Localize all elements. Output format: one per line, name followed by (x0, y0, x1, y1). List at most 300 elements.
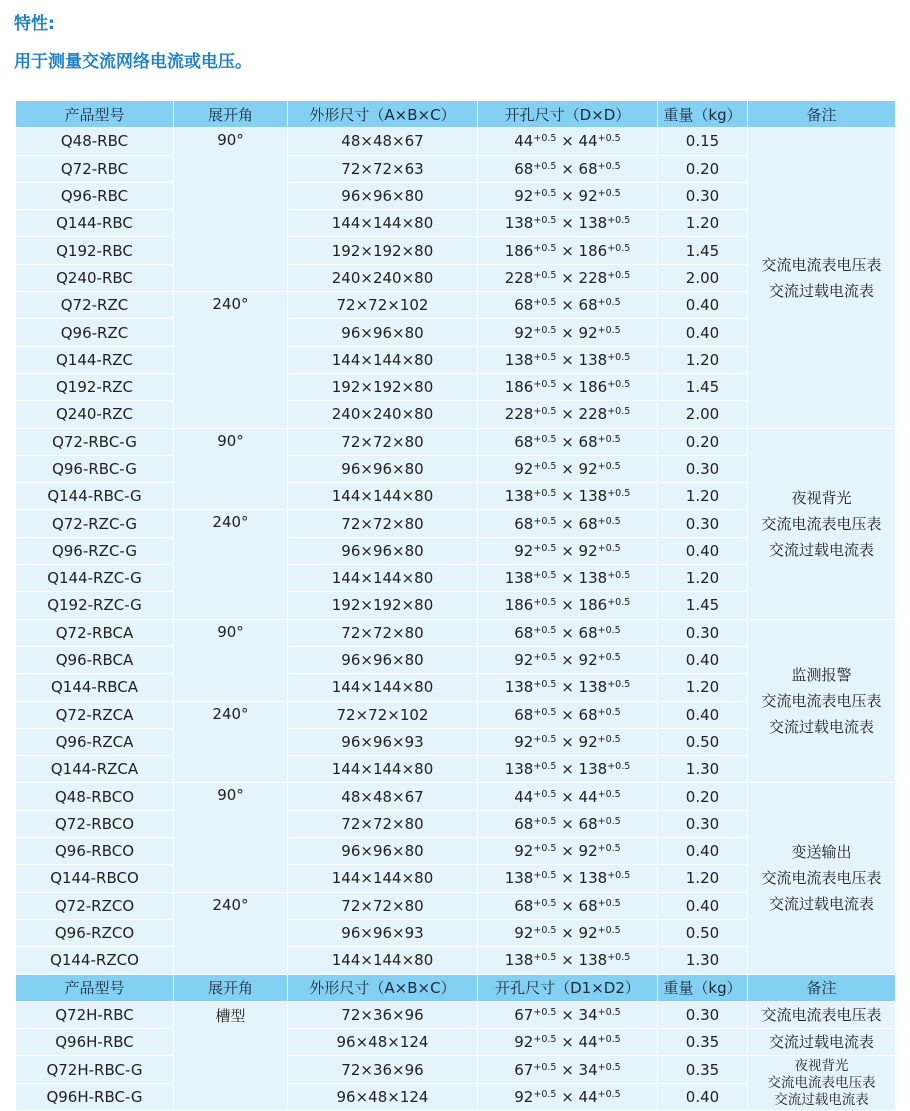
model-header: 产品型号 (16, 101, 174, 128)
times-sign: × (556, 842, 579, 861)
dims-cell: 144×144×80 (288, 210, 478, 237)
cutout-cell (478, 892, 658, 919)
weight-cell: 0.30 (658, 1001, 748, 1028)
remark-header: 备注 (748, 974, 896, 1001)
model-cell: Q96H-RBC-G (16, 1083, 174, 1110)
times-sign: × (556, 296, 579, 315)
weight-cell: 0.40 (658, 292, 748, 319)
cutout-cell (478, 701, 658, 728)
tolerance: +0.5 (533, 433, 557, 445)
weight-cell: 1.45 (658, 237, 748, 264)
weight-cell: 0.20 (658, 428, 748, 455)
remark-cell (748, 1001, 896, 1028)
remark-line: 监测报警 (791, 666, 852, 685)
model-cell: Q144-RZC-G (16, 565, 174, 592)
tolerance: +0.5 (533, 679, 557, 691)
angle-cell: 240° (174, 292, 288, 428)
model-cell: Q72H-RBC-G (16, 1056, 174, 1083)
cutout-d2: 228 (578, 268, 608, 287)
angle-cell: 240° (174, 892, 288, 974)
cutout-d2: 92 (578, 732, 598, 751)
spec-table (15, 100, 896, 1111)
cutout-cell (478, 947, 658, 974)
times-sign: × (556, 487, 579, 506)
cutout-d1: 138 (504, 951, 534, 970)
remark-line: 交流过载电流表 (768, 1033, 874, 1052)
times-sign: × (556, 159, 579, 178)
tolerance: +0.5 (533, 542, 557, 554)
cutout-cell (478, 810, 658, 837)
tolerance: +0.5 (607, 406, 631, 418)
tolerance: +0.5 (597, 461, 621, 472)
tolerance: +0.5 (533, 297, 557, 309)
tolerance: +0.5 (597, 1006, 621, 1018)
cutout-header: 开孔尺寸（D×D） (478, 101, 658, 128)
model-cell: Q72-RBC-G (16, 428, 174, 455)
times-sign: × (556, 705, 579, 724)
tolerance: +0.5 (597, 133, 621, 145)
dims-cell: 72×72×63 (288, 155, 478, 182)
tolerance: +0.5 (533, 733, 557, 745)
cutout-d2: 92 (578, 460, 598, 478)
tolerance: +0.5 (533, 379, 557, 391)
tolerance: +0.5 (533, 843, 557, 855)
weight-cell: 0.30 (658, 455, 748, 482)
cutout-d2: 68 (578, 623, 598, 642)
model-cell: Q144-RZCA (16, 756, 174, 783)
model-cell: Q96-RZCA (16, 728, 174, 755)
cutout-d2: 68 (578, 432, 598, 451)
times-sign: × (556, 514, 579, 533)
tolerance: +0.5 (597, 815, 621, 827)
tolerance: +0.5 (597, 1088, 621, 1100)
times-sign: × (556, 1033, 579, 1052)
dims-cell: 96×48×124 (288, 1083, 478, 1110)
cutout-d1: 68 (514, 705, 534, 724)
times-sign: × (556, 924, 579, 943)
model-cell: Q96-RBC (16, 182, 174, 209)
weight-cell: 0.40 (658, 1083, 748, 1110)
cutout-cell (478, 264, 658, 291)
dims-cell: 96×96×80 (288, 537, 478, 564)
cutout-d2: 34 (578, 1060, 598, 1079)
dims-cell: 72×72×80 (288, 510, 478, 537)
dims-cell: 192×192×80 (288, 592, 478, 619)
model-cell: Q96H-RBC (16, 1029, 174, 1056)
dims-header: 外形尺寸（A×B×C） (288, 101, 478, 128)
times-sign: × (556, 1087, 579, 1106)
cutout-cell (478, 646, 658, 673)
angle-cell: 90° (174, 428, 288, 510)
cutout-cell (478, 537, 658, 564)
tolerance: +0.5 (597, 897, 621, 909)
cutout-cell (478, 919, 658, 946)
model-cell: Q72-RBCO (16, 810, 174, 837)
weight-header: 重量（kg） (658, 101, 748, 128)
cutout-d2: 138 (578, 760, 608, 779)
tolerance: +0.5 (533, 761, 557, 773)
dims-cell: 96×96×93 (288, 728, 478, 755)
cutout-d2: 92 (578, 842, 598, 861)
remark-cell (748, 1056, 896, 1111)
model-cell: Q240-RBC (16, 264, 174, 291)
table-row (16, 1029, 896, 1056)
times-sign: × (556, 1005, 579, 1024)
model-cell: Q192-RZC-G (16, 592, 174, 619)
remark-line: 交流过载电流表 (768, 281, 874, 300)
cutout-cell (478, 128, 658, 155)
features-title: 特性: (14, 14, 55, 34)
angle-cell: 240° (174, 510, 288, 619)
dims-cell: 72×72×80 (288, 619, 478, 646)
cutout-d1: 68 (514, 514, 534, 533)
angle-header: 展开角 (174, 974, 288, 1001)
tolerance: +0.5 (597, 706, 621, 718)
model-cell: Q96-RBC-G (16, 455, 174, 482)
weight-cell: 0.20 (658, 155, 748, 182)
dims-cell: 192×192×80 (288, 373, 478, 400)
weight-cell: 0.50 (658, 919, 748, 946)
cutout-d1: 68 (514, 432, 534, 451)
model-cell: Q96-RBCA (16, 646, 174, 673)
cutout-d2: 68 (578, 705, 598, 724)
model-cell: Q96-RZCO (16, 919, 174, 946)
cutout-d2: 92 (578, 924, 598, 943)
dims-cell: 96×96×80 (288, 319, 478, 346)
tolerance: +0.5 (533, 788, 557, 800)
weight-cell: 1.20 (658, 483, 748, 510)
remark-cell (748, 1029, 896, 1056)
dims-header: 外形尺寸（A×B×C） (288, 974, 478, 1001)
cutout-d2: 92 (578, 187, 598, 206)
cutout-cell (478, 319, 658, 346)
dims-cell: 48×48×67 (288, 783, 478, 810)
model-cell: Q72-RZC-G (16, 510, 174, 537)
tolerance: +0.5 (533, 570, 557, 582)
weight-cell: 0.15 (658, 128, 748, 155)
times-sign: × (556, 432, 579, 451)
tolerance: +0.5 (607, 761, 631, 773)
table-row (16, 128, 896, 155)
weight-cell: 0.40 (658, 537, 748, 564)
cutout-d1: 138 (504, 350, 534, 369)
cutout-d1: 138 (504, 869, 534, 888)
cutout-d2: 68 (578, 296, 598, 315)
cutout-d2: 34 (578, 1005, 598, 1024)
dims-cell: 72×72×80 (288, 428, 478, 455)
model-cell: Q192-RZC (16, 373, 174, 400)
tolerance: +0.5 (533, 1006, 557, 1018)
dims-cell: 96×96×93 (288, 919, 478, 946)
times-sign: × (556, 241, 579, 260)
tolerance: +0.5 (607, 870, 631, 882)
cutout-d1: 92 (514, 187, 534, 206)
times-sign: × (556, 350, 579, 369)
dims-cell: 144×144×80 (288, 865, 478, 892)
cutout-cell (478, 619, 658, 646)
cutout-d2: 44 (578, 1087, 598, 1106)
tolerance: +0.5 (533, 351, 557, 363)
tolerance: +0.5 (533, 133, 557, 145)
table-row (16, 428, 896, 455)
cutout-cell (478, 428, 658, 455)
dims-cell: 72×72×102 (288, 292, 478, 319)
cutout-d1: 44 (514, 787, 534, 806)
tolerance: +0.5 (607, 952, 631, 964)
tolerance: +0.5 (533, 1061, 557, 1073)
dims-cell: 72×72×80 (288, 810, 478, 837)
weight-cell: 0.30 (658, 510, 748, 537)
weight-cell: 0.30 (658, 619, 748, 646)
cutout-d1: 92 (514, 732, 534, 751)
weight-cell: 0.40 (658, 838, 748, 865)
tolerance: +0.5 (607, 351, 631, 363)
cutout-d2: 186 (578, 378, 608, 397)
weight-cell: 1.20 (658, 210, 748, 237)
times-sign: × (556, 569, 579, 588)
times-sign: × (556, 787, 579, 806)
remark-line: 交流电流表电压表 (761, 692, 882, 711)
cutout-d2: 186 (578, 596, 608, 615)
tolerance: +0.5 (533, 1034, 557, 1046)
times-sign: × (556, 323, 579, 342)
weight-cell: 1.30 (658, 756, 748, 783)
times-sign: × (556, 869, 579, 888)
cutout-d2: 92 (578, 541, 598, 560)
remark-cell (748, 783, 896, 974)
dims-cell: 96×96×80 (288, 646, 478, 673)
cutout-cell (478, 1001, 658, 1028)
cutout-d1: 138 (504, 487, 534, 506)
remark-line: 交流过载电流表 (768, 718, 874, 737)
cutout-d2: 92 (578, 323, 598, 342)
dims-cell: 72×36×96 (288, 1001, 478, 1028)
cutout-d2: 186 (578, 241, 608, 260)
weight-cell: 0.40 (658, 319, 748, 346)
times-sign: × (556, 596, 579, 615)
cutout-cell (478, 237, 658, 264)
weight-cell: 1.45 (658, 373, 748, 400)
cutout-d1: 68 (514, 896, 534, 915)
model-cell: Q144-RBCO (16, 865, 174, 892)
times-sign: × (556, 651, 579, 670)
cutout-d1: 67 (514, 1060, 534, 1079)
tolerance: +0.5 (533, 242, 557, 254)
tolerance: +0.5 (533, 815, 557, 827)
cutout-d2: 138 (578, 214, 608, 233)
cutout-cell (478, 838, 658, 865)
weight-cell: 0.40 (658, 701, 748, 728)
tolerance: +0.5 (597, 788, 621, 800)
dims-cell: 48×48×67 (288, 128, 478, 155)
remark-line: 交流电流表电压表 (761, 869, 882, 888)
cutout-d1: 68 (514, 159, 534, 178)
dims-cell: 72×72×80 (288, 892, 478, 919)
tolerance: +0.5 (607, 379, 631, 391)
remark-cell (748, 619, 896, 783)
cutout-d2: 138 (578, 951, 608, 970)
tolerance: +0.5 (607, 679, 631, 691)
cutout-d2: 44 (578, 1033, 598, 1052)
model-cell: Q240-RZC (16, 401, 174, 428)
cutout-d2: 138 (578, 350, 608, 369)
times-sign: × (556, 732, 579, 751)
cutout-cell (478, 865, 658, 892)
model-cell: Q96-RZC (16, 319, 174, 346)
cutout-d1: 68 (514, 814, 534, 833)
cutout-cell (478, 455, 658, 482)
tolerance: +0.5 (533, 488, 557, 500)
weight-cell: 2.00 (658, 401, 748, 428)
cutout-d1: 138 (504, 678, 534, 697)
tolerance: +0.5 (533, 624, 557, 636)
dims-cell: 72×36×96 (288, 1056, 478, 1083)
tolerance: +0.5 (533, 925, 557, 937)
tolerance: +0.5 (533, 324, 557, 336)
tolerance: +0.5 (597, 733, 621, 745)
weight-cell: 1.20 (658, 346, 748, 373)
model-cell: Q72-RZC (16, 292, 174, 319)
tolerance: +0.5 (597, 1034, 621, 1046)
tolerance: +0.5 (597, 515, 621, 527)
times-sign: × (556, 541, 579, 560)
cutout-d2: 68 (578, 896, 598, 915)
weight-cell: 0.20 (658, 783, 748, 810)
dims-cell: 144×144×80 (288, 674, 478, 701)
weight-cell: 1.20 (658, 865, 748, 892)
dims-cell: 144×144×80 (288, 756, 478, 783)
cutout-d2: 92 (578, 651, 598, 670)
angle-header: 展开角 (174, 101, 288, 128)
table-row (16, 783, 896, 810)
cutout-d1: 186 (504, 241, 534, 260)
cutout-d1: 228 (504, 268, 534, 287)
cutout-d1: 92 (514, 1087, 534, 1106)
cutout-d2: 68 (578, 814, 598, 833)
cutout-cell (478, 210, 658, 237)
cutout-cell (478, 756, 658, 783)
tolerance: +0.5 (533, 406, 557, 418)
tolerance: +0.5 (533, 160, 557, 172)
tolerance: +0.5 (533, 515, 557, 527)
remark-line: 夜视背光 (794, 1057, 849, 1074)
model-cell: Q72-RZCA (16, 701, 174, 728)
tolerance: +0.5 (533, 215, 557, 227)
cutout-d1: 92 (514, 842, 534, 861)
weight-cell: 0.35 (658, 1029, 748, 1056)
cutout-d2: 138 (578, 487, 608, 506)
cutout-d1: 138 (504, 569, 534, 588)
remark-line: 交流电流表电压表 (767, 1074, 876, 1091)
table-row (16, 1001, 896, 1028)
tolerance: +0.5 (607, 597, 631, 609)
dims-cell: 96×96×80 (288, 182, 478, 209)
cutout-d1: 228 (504, 405, 534, 424)
cutout-d2: 138 (578, 869, 608, 888)
table-row (16, 619, 896, 646)
cutout-d1: 67 (514, 1005, 534, 1024)
remark-line: 交流电流表电压表 (761, 255, 882, 274)
tolerance: +0.5 (597, 925, 621, 937)
dims-cell: 144×144×80 (288, 346, 478, 373)
cutout-cell (478, 373, 658, 400)
weight-cell: 1.45 (658, 592, 748, 619)
times-sign: × (556, 678, 579, 697)
tolerance: +0.5 (597, 433, 621, 445)
tolerance: +0.5 (607, 215, 631, 227)
times-sign: × (556, 896, 579, 915)
tolerance: +0.5 (607, 269, 631, 281)
tolerance: +0.5 (533, 870, 557, 882)
tolerance: +0.5 (597, 1061, 621, 1073)
tolerance: +0.5 (597, 652, 621, 664)
angle-cell: 90° (174, 128, 288, 292)
tolerance: +0.5 (597, 324, 621, 336)
remark-line: 交流过载电流表 (768, 895, 874, 914)
tolerance: +0.5 (533, 952, 557, 964)
cutout-d1: 186 (504, 596, 534, 615)
cutout-cell (478, 346, 658, 373)
tolerance: +0.5 (533, 897, 557, 909)
dims-cell: 240×240×80 (288, 264, 478, 291)
remark-line: 夜视背光 (791, 488, 852, 507)
header-row (16, 974, 896, 1001)
cutout-cell (478, 1056, 658, 1083)
model-cell: Q72-RBCA (16, 619, 174, 646)
cutout-cell (478, 728, 658, 755)
remark-header: 备注 (748, 101, 896, 128)
features-description: 用于测量交流网络电流或电压。 (14, 52, 252, 72)
model-cell: Q48-RBCO (16, 783, 174, 810)
dims-cell: 192×192×80 (288, 237, 478, 264)
angle-cell: 槽型 (174, 1001, 288, 1110)
weight-cell: 0.30 (658, 810, 748, 837)
dims-cell: 144×144×80 (288, 483, 478, 510)
tolerance: +0.5 (597, 624, 621, 636)
remark-cell (748, 128, 896, 428)
weight-header: 重量（kg） (658, 974, 748, 1001)
tolerance: +0.5 (597, 542, 621, 554)
weight-cell: 0.50 (658, 728, 748, 755)
tolerance: +0.5 (533, 652, 557, 664)
tolerance: +0.5 (597, 843, 621, 855)
weight-cell: 1.20 (658, 674, 748, 701)
remark-line: 交流电流表电压表 (761, 514, 882, 533)
weight-cell: 0.30 (658, 182, 748, 209)
tolerance: +0.5 (533, 188, 557, 200)
dims-cell: 144×144×80 (288, 565, 478, 592)
model-cell: Q144-RBC-G (16, 483, 174, 510)
cutout-d2: 44 (578, 787, 598, 806)
tolerance: +0.5 (533, 269, 557, 281)
cutout-cell (478, 155, 658, 182)
weight-cell: 1.20 (658, 565, 748, 592)
tolerance: +0.5 (597, 160, 621, 172)
weight-cell: 0.40 (658, 646, 748, 673)
model-cell: Q72-RZCO (16, 892, 174, 919)
tolerance: +0.5 (533, 1088, 557, 1100)
cutout-d1: 92 (514, 460, 534, 478)
remark-line: 变送输出 (791, 843, 852, 862)
table-row (16, 1056, 896, 1083)
weight-cell: 0.40 (658, 892, 748, 919)
tolerance: +0.5 (533, 461, 557, 472)
cutout-d2: 138 (578, 678, 608, 697)
times-sign: × (556, 623, 579, 642)
cutout-d1: 92 (514, 924, 534, 943)
cutout-cell (478, 510, 658, 537)
angle-cell: 90° (174, 783, 288, 892)
